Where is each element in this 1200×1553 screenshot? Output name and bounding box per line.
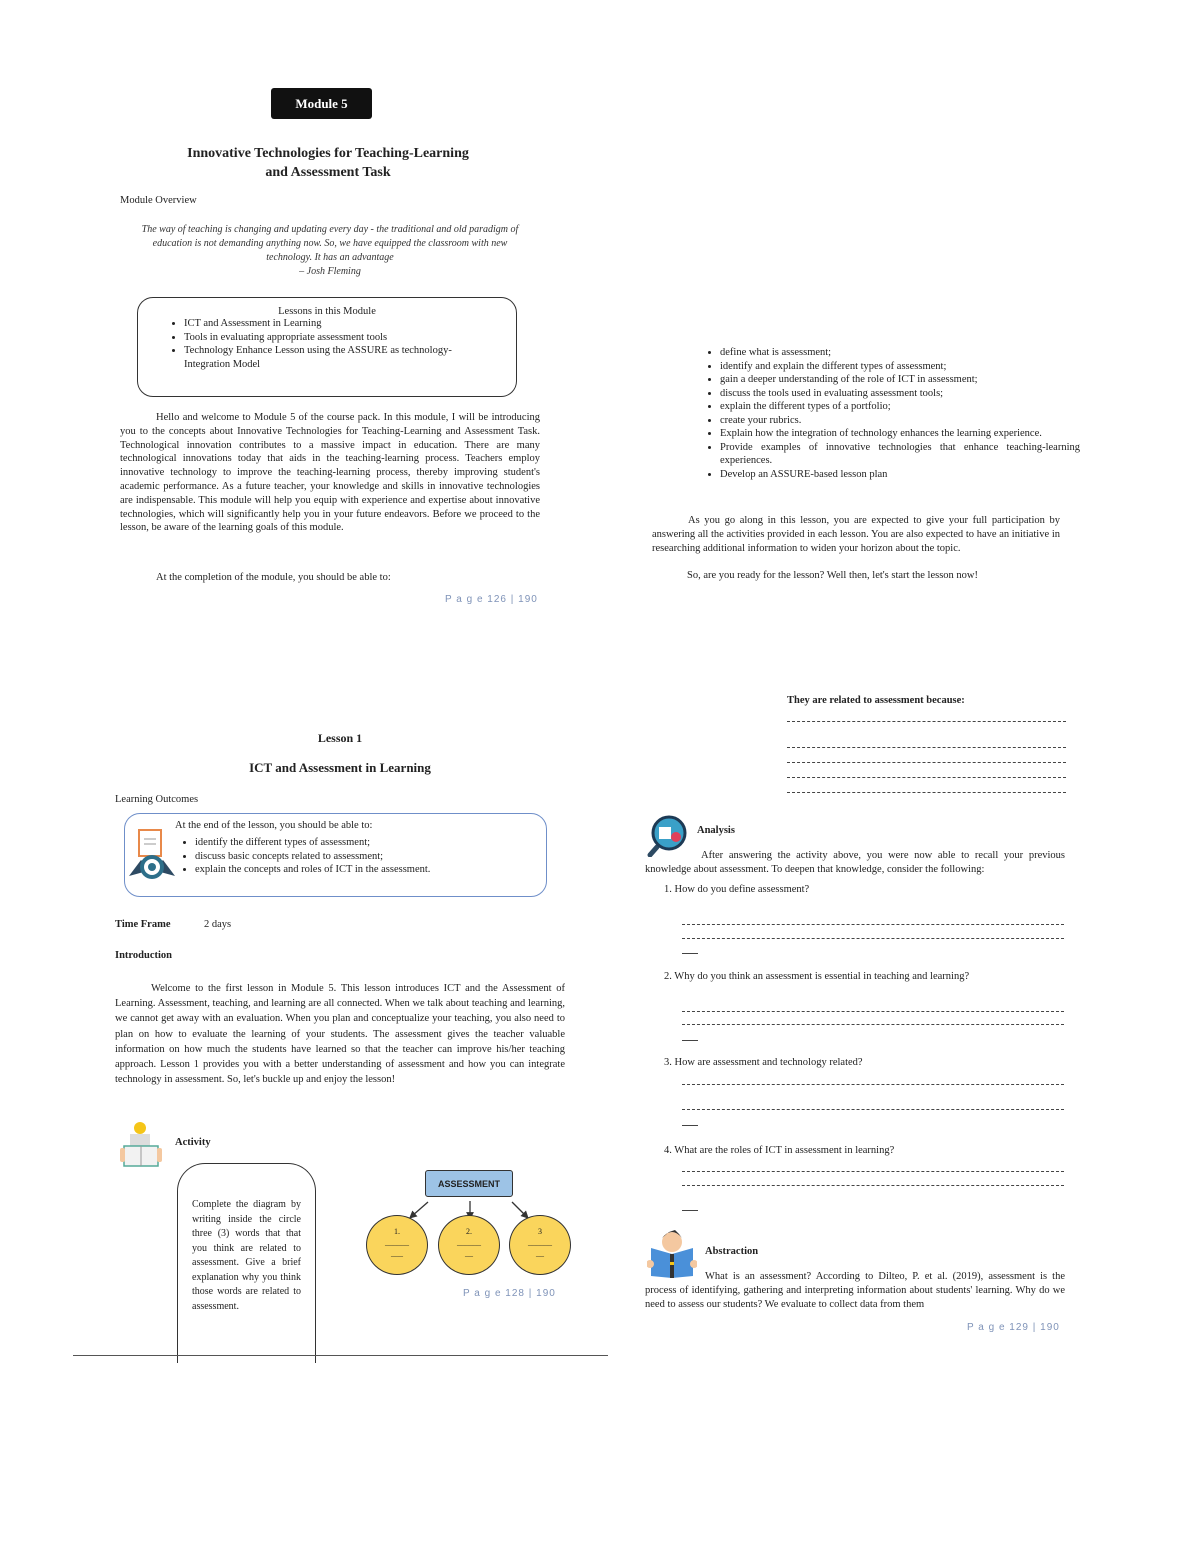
activity-icon [118,1122,166,1170]
abstraction-paragraph: What is an assessment? According to Dilteo, P. et al. (2019), assessment is the process of identifying, gathering and interpreting information about students' learning. Why do we need to assess our students? We evaluate to collect data from them [645,1271,1065,1310]
abstraction-heading: Abstraction [705,1246,759,1257]
title-line: Innovative Technologies for Teaching-Learning [187,146,469,161]
ready-line: So, are you ready for the lesson? Well then, let's start the lesson now! [687,570,978,581]
answer-line[interactable] [787,792,1066,793]
question-3: 3. How are assessment and technology related? [664,1057,863,1068]
goal-item: • Develop an ASSURE-based lesson plan [720,468,1080,482]
outcome-item: • explain the concepts and roles of ICT in the assessment. [195,863,430,877]
outcome-item: • discuss basic concepts related to assessment; [195,850,430,864]
lesson-item: • Technology Enhance Lesson using the ASSURE as technology-Integration Model [184,344,486,371]
circle-number: 2. [466,1227,472,1236]
completion-line: At the completion of the module, you should be able to: [156,572,391,583]
answer-line[interactable] [682,953,698,954]
time-frame-label: Time Frame [115,919,171,930]
page-number: P a g e 126 | 190 [445,594,538,605]
answer-line[interactable] [682,924,1064,925]
module-title [150,144,506,182]
question-4: 4. What are the roles of ICT in assessment in learning? [664,1145,895,1156]
module-quote [135,223,525,279]
lessons-heading: Lessons in this Module [278,306,376,317]
question-2: 2. Why do you think an assessment is essential in teaching and learning? [664,971,970,982]
outcome-item: • identify the different types of assessment; [195,836,430,850]
goal-item: • Explain how the integration of technology enhances the learning experience. [720,427,1080,441]
goal-item: • gain a deeper understanding of the role of ICT in assessment; [720,373,1080,387]
answer-line[interactable] [787,777,1066,778]
answer-circle-1[interactable]: 1. ______ ___ [366,1215,428,1275]
quote-text: The way of teaching is changing and updating every day - the traditional and old paradigm of education is not demanding anything now. So, we have equipped the classroom with new technology. It has an advantage [141,224,519,263]
title-line: and Assessment Task [265,165,391,180]
answer-line[interactable] [682,1171,1064,1172]
activity-heading: Activity [175,1137,211,1148]
intro-paragraph: Hello and welcome to Module 5 of the course pack. In this module, I will be introducing you to the concepts about Innovative Technologies for Teaching-Learning and Assessment Task. Technological innovation contributes to a massive impact in education. There are many technological innovations today that aids in the teaching-learning process. Teachers employ innovative technology to improve the teaching-learning process, thereby improving student's academic performance. As a future teacher, your knowledge and skills in innovative technologies are indispensable. This module will help you equip with experience and expertise about innovative technologies, which will significantly help you in your future endeavors. Before we proceed to the lesson, be aware of the learning goals of this module. [120,412,540,534]
analysis-heading: Analysis [697,825,735,836]
answer-circle-2[interactable]: 2. ______ __ [438,1215,500,1275]
introduction-heading: Introduction [115,950,172,961]
lesson-title: ICT and Assessment in Learning [249,760,431,775]
answer-line[interactable] [682,1125,698,1126]
overview-heading: Module Overview [120,195,197,206]
circle-number: 1. [394,1227,400,1236]
participation-paragraph: As you go along in this lesson, you are expected to give your full participation by answering all the activities provided in each lesson. You are also expected to have an initiative in researching additional information to widen your horizon about the topic. [652,515,1060,554]
answer-line[interactable] [682,1109,1064,1110]
answer-line[interactable] [787,762,1066,763]
page-number: P a g e 128 | 190 [463,1288,556,1299]
outcomes-heading: Learning Outcomes [115,794,199,805]
time-frame-value: 2 days [204,919,232,930]
answer-line[interactable] [787,747,1066,748]
introduction-paragraph: Welcome to the first lesson in Module 5. This lesson introduces ICT and the Assessment of Learning. Assessment, teaching, and learning are all connected. When we talk about teaching and learning, we cannot get away with an evaluation. When you plan and conceptualize your teaching, you also need to plan on how to evaluate the learning of your students. The assessment gives the teacher valuable information on how much the students have learned so that the teacher can improve his/her teaching approach. Lesson 1 provides you with a better understanding of assessment and how you can integrate technology in assessment. So, let's buckle up and enjoy the lesson! [115,983,565,1086]
goal-item: • explain the different types of a portfolio; [720,400,1080,414]
answer-line[interactable] [682,1024,1064,1025]
circle-number: 3 [538,1227,542,1236]
target-icon [129,828,175,880]
answer-line[interactable] [682,1185,1064,1186]
analysis-paragraph: After answering the activity above, you were now able to recall your previous knowledge about assessment. To deepen that knowledge, consider the following: [645,850,1065,875]
question-1: 1. How do you define assessment? [664,884,810,895]
activity-instructions: Complete the diagram by writing inside the circle three (3) words that that you think are related to assessment. Give a brief explanation why you think those words are related to assessment. [192,1199,301,1312]
page-divider [73,1355,608,1356]
lesson-item: • ICT and Assessment in Learning [184,317,486,331]
answer-line[interactable] [682,1084,1064,1085]
goal-item: • Provide examples of innovative technologies that enhance teaching-learning experiences. [720,441,1080,468]
goal-item: • define what is assessment; [720,346,1080,360]
lesson-label: Lesson 1 [317,731,363,745]
related-label: They are related to assessment because: [787,695,965,706]
activity-instructions-box [177,1163,316,1363]
goal-item: • create your rubrics. [720,414,1080,428]
quote-author: – Josh Fleming [299,266,361,277]
answer-line[interactable] [682,1210,698,1211]
goal-item: • identify and explain the different types of assessment; [720,360,1080,374]
diagram-root: ASSESSMENT [425,1170,513,1197]
outcomes-box [124,813,547,897]
answer-line[interactable] [682,938,1064,939]
arrow-left [412,1202,428,1216]
module-badge: Module 5 [271,88,372,119]
answer-circle-3[interactable]: 3 ______ __ [509,1215,571,1275]
lessons-box [137,297,517,397]
arrow-right [512,1202,526,1216]
answer-line[interactable] [682,1040,698,1041]
answer-line[interactable] [787,721,1066,722]
goals-list [700,346,1080,481]
outcomes-intro: At the end of the lesson, you should be able to: [175,820,373,831]
goal-item: • discuss the tools used in evaluating assessment tools; [720,387,1080,401]
lesson-item: • Tools in evaluating appropriate assessment tools [184,331,486,345]
page-number: P a g e 129 | 190 [967,1322,1060,1333]
answer-line[interactable] [682,1011,1064,1012]
